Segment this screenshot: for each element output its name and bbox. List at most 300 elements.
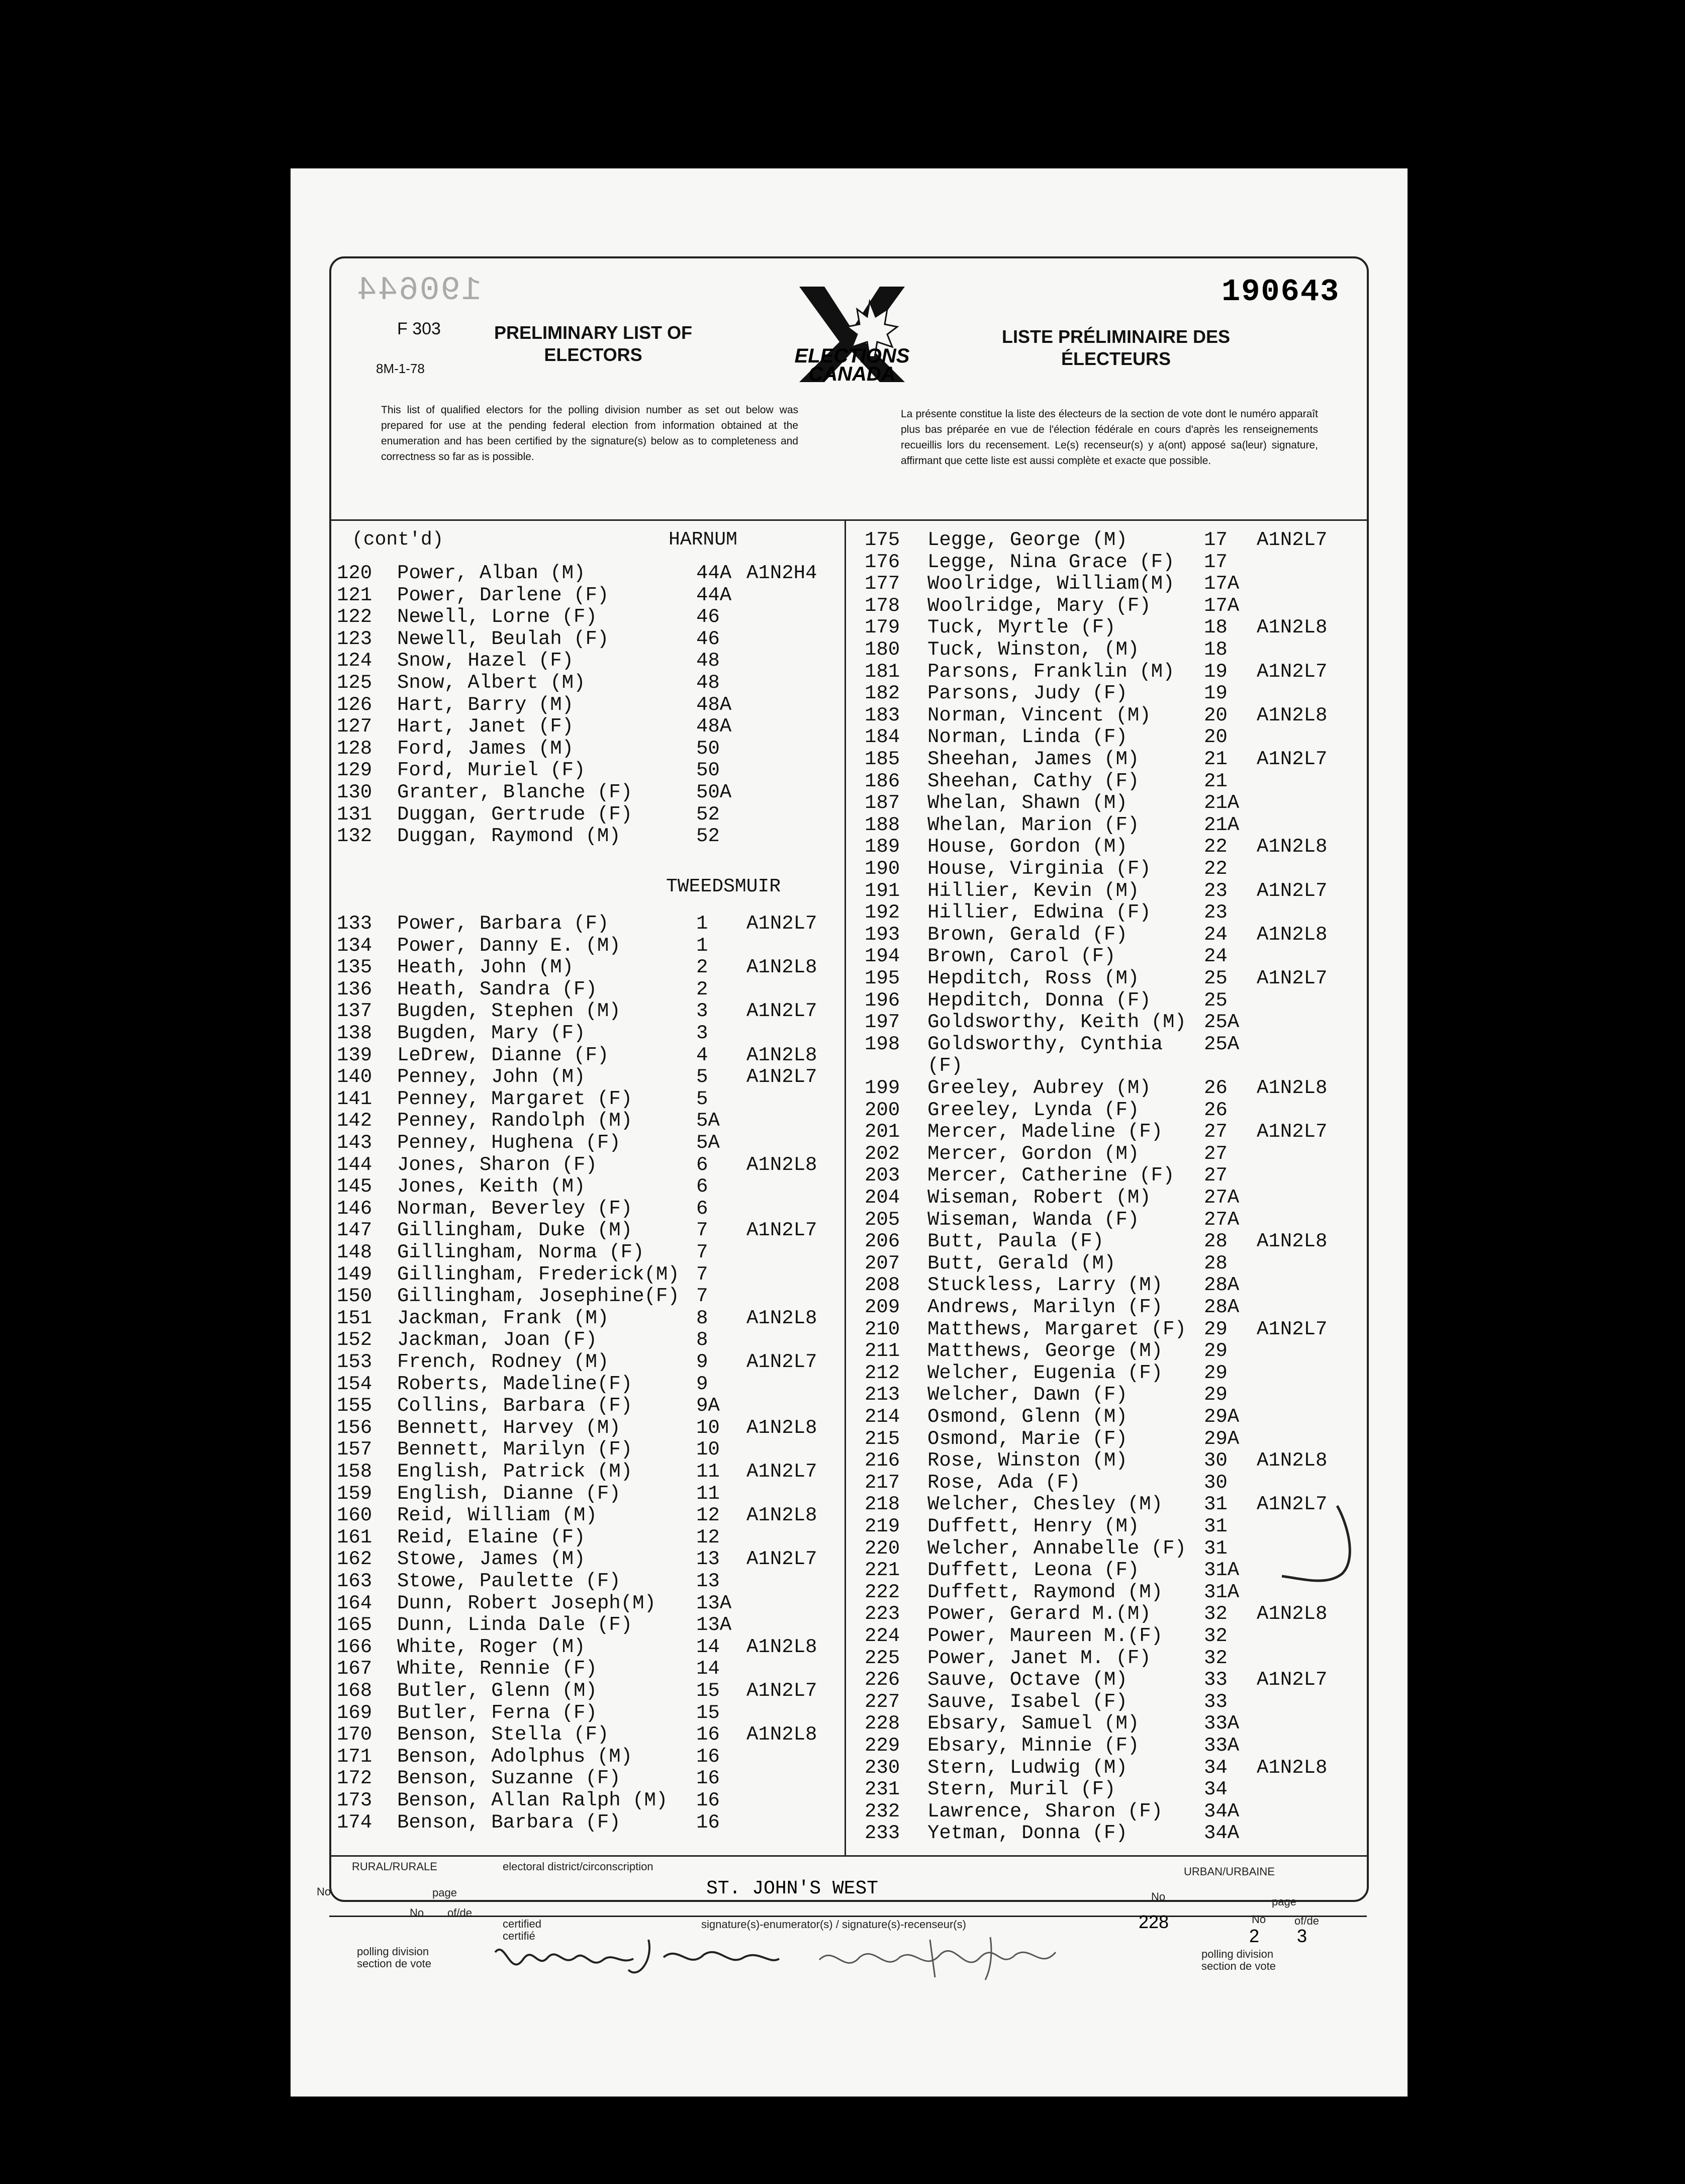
elector-number: 184	[865, 726, 900, 749]
elector-name: Whelan, Marion (F)	[927, 813, 1140, 836]
elector-postal-code: A1N2L8	[1257, 1230, 1328, 1253]
elector-postal-code: A1N2L7	[1257, 1493, 1328, 1516]
elector-name: Parsons, Franklin (M)	[927, 660, 1175, 683]
elector-number: 216	[865, 1449, 900, 1472]
elector-address: 31	[1204, 1515, 1228, 1537]
elector-number: 210	[865, 1318, 900, 1340]
elector-name: Butler, Ferna (F)	[397, 1701, 597, 1724]
elector-address: 17	[1204, 551, 1228, 573]
elector-name: Whelan, Shawn (M)	[927, 792, 1128, 814]
elector-address: 21A	[1204, 813, 1240, 836]
elector-name: Hepditch, Ross (M)	[927, 967, 1140, 989]
elector-name: Bugden, Stephen (M)	[397, 1000, 621, 1023]
elector-address: 11	[696, 1482, 720, 1505]
elector-number: 126	[337, 693, 372, 716]
elector-address: 30	[1204, 1449, 1228, 1472]
elector-number: 225	[865, 1647, 900, 1669]
elector-address: 2	[696, 978, 708, 1000]
elector-address: 18	[1204, 616, 1228, 639]
elector-address: 15	[696, 1680, 720, 1702]
rural-page-label: page	[432, 1886, 457, 1899]
elector-name: Norman, Vincent (M)	[927, 704, 1151, 726]
signature-label: signature(s)-enumerator(s) / signature(s)-recenseur(s)	[701, 1918, 966, 1931]
elector-name: Hart, Barry (M)	[397, 693, 574, 716]
elector-number: 183	[865, 704, 900, 726]
elector-postal-code: A1N2L8	[746, 956, 817, 979]
elector-name: Stern, Ludwig (M)	[927, 1756, 1128, 1779]
elector-name: House, Gordon (M)	[927, 836, 1128, 858]
elector-name: Jones, Keith (M)	[397, 1175, 586, 1198]
elector-postal-code: A1N2L7	[1257, 1669, 1328, 1691]
elector-name: Snow, Albert (M)	[397, 672, 586, 694]
elector-name: LeDrew, Dianne (F)	[397, 1044, 609, 1066]
elector-name: Goldsworthy, Cynthia	[927, 1033, 1163, 1055]
elector-address: 10	[696, 1416, 720, 1439]
elector-name: Goldsworthy, Keith (M)	[927, 1011, 1186, 1034]
elector-address: 5	[696, 1066, 708, 1088]
elector-address: 29	[1204, 1340, 1228, 1362]
elector-address: 31A	[1204, 1581, 1240, 1603]
elector-number: 161	[337, 1526, 372, 1549]
elector-postal-code: A1N2L8	[1257, 1603, 1328, 1625]
elector-name: Jackman, Frank (M)	[397, 1307, 609, 1329]
elector-number: 187	[865, 792, 900, 814]
elector-postal-code: A1N2L8	[1257, 1756, 1328, 1779]
elector-number: 133	[337, 913, 372, 935]
elector-name: Wiseman, Wanda (F)	[927, 1208, 1140, 1231]
elector-name: Hillier, Kevin (M)	[927, 879, 1140, 902]
elector-number: 145	[337, 1175, 372, 1198]
elector-name: Power, Barbara (F)	[397, 913, 609, 935]
elector-address: 5A	[696, 1110, 720, 1132]
elector-name: Welcher, Dawn (F)	[927, 1384, 1128, 1406]
elector-name: Reid, William (M)	[397, 1504, 597, 1527]
title-french-line-2: ÉLECTEURS	[1061, 348, 1171, 369]
elector-name: Matthews, Margaret (F)	[927, 1318, 1186, 1340]
intro-french: La présente constitue la liste des électeurs de la section de vote dont le numéro apparaît plus bas préparée en vue de l'élection fédérale en cours d'après les renseignements recueillis lors du recensement. Le(s) recenseur(s) y a(ont) apposé sa(leur) signature, affirmant que cette liste est aussi complète et exacte que possible.	[901, 408, 1318, 467]
elector-address: 33A	[1204, 1735, 1240, 1757]
elector-name: House, Virginia (F)	[927, 858, 1151, 880]
elector-number: 208	[865, 1274, 900, 1297]
elector-postal-code: A1N2L7	[1257, 529, 1328, 551]
street-name-tweedsmuir: TWEEDSMUIR	[666, 876, 781, 897]
district-label: electoral district/circonscription	[503, 1860, 653, 1873]
elector-address: 44A	[696, 562, 732, 584]
elector-name: Parsons, Judy (F)	[927, 682, 1128, 705]
elector-number: 156	[337, 1416, 372, 1439]
elector-number: 157	[337, 1438, 372, 1461]
elector-number: 129	[337, 759, 372, 782]
elector-number: 221	[865, 1559, 900, 1582]
elector-address: 8	[696, 1307, 708, 1329]
elector-address: 9A	[696, 1395, 720, 1417]
elector-number: 167	[337, 1658, 372, 1680]
elector-number: 121	[337, 584, 372, 606]
elector-address: 29	[1204, 1361, 1228, 1384]
elector-postal-code: A1N2L8	[746, 1723, 817, 1746]
elector-number: 186	[865, 770, 900, 792]
elector-address: 29	[1204, 1318, 1228, 1340]
urban-of-label: of/de	[1294, 1915, 1319, 1927]
elector-address: 24	[1204, 945, 1228, 968]
form-code: F 303	[397, 319, 441, 338]
elector-postal-code: A1N2L8	[1257, 1449, 1328, 1472]
elector-number: 137	[337, 1000, 372, 1023]
elector-address: 34A	[1204, 1800, 1240, 1823]
elector-number: 190	[865, 858, 900, 880]
elector-number: 127	[337, 715, 372, 738]
elector-address: 48	[696, 650, 720, 672]
elector-address: 29	[1204, 1384, 1228, 1406]
elector-name: Osmond, Glenn (M)	[927, 1406, 1128, 1428]
elector-name: Stuckless, Larry (M)	[927, 1274, 1163, 1297]
elector-postal-code: A1N2L8	[1257, 704, 1328, 726]
elector-number: 151	[337, 1307, 372, 1329]
elector-address: 3	[696, 1000, 708, 1023]
elector-number: 149	[337, 1263, 372, 1286]
elector-number: 148	[337, 1241, 372, 1263]
elector-name: Brown, Carol (F)	[927, 945, 1116, 968]
elector-address: 25A	[1204, 1033, 1240, 1055]
elector-address: 48A	[696, 715, 732, 738]
elector-address: 23	[1204, 879, 1228, 902]
elector-postal-code: A1N2L8	[746, 1416, 817, 1439]
elector-number: 162	[337, 1548, 372, 1571]
elector-name: Gillingham, Frederick(M)	[397, 1263, 680, 1286]
logo-wordmark	[784, 347, 920, 383]
elector-address: 19	[1204, 660, 1228, 683]
elector-number: 154	[337, 1373, 372, 1395]
elector-number: 217	[865, 1471, 900, 1494]
elector-number: 203	[865, 1164, 900, 1187]
elector-address: 13	[696, 1548, 720, 1571]
rural-label: RURAL/RURALE	[352, 1860, 437, 1873]
elector-name: Ebsary, Minnie (F)	[927, 1735, 1140, 1757]
elector-address: 6	[696, 1153, 708, 1176]
elector-address: 25	[1204, 967, 1228, 989]
title-english	[483, 322, 704, 366]
elector-address: 34	[1204, 1756, 1228, 1779]
elector-address: 5	[696, 1087, 708, 1110]
elector-name: Butt, Paula (F)	[927, 1230, 1104, 1253]
elector-postal-code: A1N2L7	[746, 1000, 817, 1023]
urban-label: URBAN/URBAINE	[1184, 1865, 1275, 1878]
elector-postal-code: A1N2L8	[1257, 1077, 1328, 1099]
elector-number: 185	[865, 748, 900, 770]
elector-name: Welcher, Chesley (M)	[927, 1493, 1163, 1516]
elector-address: 21	[1204, 748, 1228, 770]
elector-address: 7	[696, 1263, 708, 1286]
form-date: 8M-1-78	[376, 361, 425, 376]
document-sheet-corner	[1367, 176, 1402, 277]
elector-name: Butt, Gerald (M)	[927, 1252, 1116, 1275]
elector-address: 28A	[1204, 1296, 1240, 1318]
elector-name: Benson, Adolphus (M)	[397, 1745, 633, 1768]
elector-postal-code: A1N2L8	[746, 1504, 817, 1527]
elector-address: 5A	[696, 1132, 720, 1154]
elector-name: Power, Maureen M.(F)	[927, 1625, 1163, 1647]
elector-postal-code: A1N2L8	[746, 1635, 817, 1658]
elector-address: 24	[1204, 923, 1228, 946]
elector-postal-code: A1N2L7	[1257, 748, 1328, 770]
elector-address: 17	[1204, 529, 1228, 551]
title-english-line-1: PRELIMINARY LIST OF	[494, 322, 692, 343]
elector-address: 27	[1204, 1142, 1228, 1165]
elector-name: Mercer, Catherine (F)	[927, 1164, 1175, 1187]
elector-number: 202	[865, 1142, 900, 1165]
elector-number: 198	[865, 1033, 900, 1055]
elector-number: 176	[865, 551, 900, 573]
elector-postal-code: A1N2L7	[1257, 1121, 1328, 1143]
elector-address: 28A	[1204, 1274, 1240, 1297]
electoral-district-value: ST. JOHN'S WEST	[706, 1878, 879, 1899]
elector-number: 172	[337, 1767, 372, 1790]
elector-name: Duffett, Raymond (M)	[927, 1581, 1163, 1603]
elector-number: 124	[337, 650, 372, 672]
elector-name: Bennett, Marilyn (F)	[397, 1438, 633, 1461]
elector-address: 16	[696, 1789, 720, 1811]
elector-number: 212	[865, 1361, 900, 1384]
elector-address: 31	[1204, 1537, 1228, 1560]
elector-address: 20	[1204, 726, 1228, 749]
elector-name: Ebsary, Samuel (M)	[927, 1712, 1140, 1735]
elector-number: 201	[865, 1121, 900, 1143]
elector-name: Roberts, Madeline(F)	[397, 1373, 633, 1395]
elector-postal-code: A1N2L7	[746, 1219, 817, 1242]
elector-number: 179	[865, 616, 900, 639]
elector-name: Welcher, Annabelle (F)	[927, 1537, 1186, 1560]
elector-name: Butler, Glenn (M)	[397, 1680, 597, 1702]
elector-postal-code: A1N2L8	[746, 1153, 817, 1176]
elector-name: Heath, Sandra (F)	[397, 978, 597, 1000]
elector-number: 142	[337, 1110, 372, 1132]
elector-number: 175	[865, 529, 900, 551]
elector-number: 195	[865, 967, 900, 989]
elector-number: 138	[337, 1022, 372, 1044]
elector-number: 146	[337, 1197, 372, 1220]
elector-address: 10	[696, 1438, 720, 1461]
title-english-line-2: ELECTORS	[544, 344, 642, 365]
elector-name: Tuck, Myrtle (F)	[927, 616, 1116, 639]
elector-number: 139	[337, 1044, 372, 1066]
elector-address: 28	[1204, 1252, 1228, 1275]
elector-address: 19	[1204, 682, 1228, 705]
elector-number: 141	[337, 1087, 372, 1110]
elector-number: 222	[865, 1581, 900, 1603]
elector-name: English, Patrick (M)	[397, 1461, 633, 1483]
elector-name: Jackman, Joan (F)	[397, 1329, 597, 1351]
elector-address: 26	[1204, 1077, 1228, 1099]
elector-number: 123	[337, 627, 372, 650]
elector-number: 224	[865, 1625, 900, 1647]
elector-number: 204	[865, 1187, 900, 1209]
elector-number: 128	[337, 737, 372, 760]
elector-address: 32	[1204, 1647, 1228, 1669]
elector-name: Benson, Suzanne (F)	[397, 1767, 621, 1790]
elector-name: (F)	[927, 1055, 963, 1077]
polling-division-label-left: polling division section de vote	[357, 1945, 431, 1970]
elector-number: 173	[337, 1789, 372, 1811]
elector-number: 130	[337, 781, 372, 803]
elector-name: Rose, Ada (F)	[927, 1471, 1081, 1494]
ghost-serial-number: 190644	[356, 271, 482, 309]
elector-address: 46	[696, 606, 720, 628]
elector-number: 166	[337, 1635, 372, 1658]
elector-name: Penney, Randolph (M)	[397, 1110, 633, 1132]
elector-postal-code: A1N2L7	[746, 1548, 817, 1571]
elector-name: Ford, Muriel (F)	[397, 759, 586, 782]
elector-name: Wiseman, Robert (M)	[927, 1187, 1151, 1209]
elector-address: 46	[696, 627, 720, 650]
elector-number: 135	[337, 956, 372, 979]
elector-name: Greeley, Aubrey (M)	[927, 1077, 1151, 1099]
elector-name: Penney, John (M)	[397, 1066, 586, 1088]
elector-address: 23	[1204, 901, 1228, 924]
elector-address: 3	[696, 1022, 708, 1044]
elector-name: Bugden, Mary (F)	[397, 1022, 586, 1044]
elector-number: 189	[865, 836, 900, 858]
elector-name: Gillingham, Duke (M)	[397, 1219, 633, 1242]
elector-address: 7	[696, 1219, 708, 1242]
elector-postal-code: A1N2L8	[1257, 923, 1328, 946]
elector-name: Benson, Allan Ralph (M)	[397, 1789, 668, 1811]
elector-address: 48	[696, 672, 720, 694]
elector-name: Norman, Beverley (F)	[397, 1197, 633, 1220]
elector-name: Mercer, Madeline (F)	[927, 1121, 1163, 1143]
elector-address: 13A	[696, 1592, 732, 1614]
elector-address: 20	[1204, 704, 1228, 726]
elector-address: 32	[1204, 1603, 1228, 1625]
elector-address: 12	[696, 1526, 720, 1549]
elector-name: Norman, Linda (F)	[927, 726, 1128, 749]
elector-address: 1	[696, 913, 708, 935]
elector-number: 152	[337, 1329, 372, 1351]
elector-number: 174	[337, 1811, 372, 1834]
elector-postal-code: A1N2L7	[1257, 967, 1328, 989]
urban-no-label: No	[1151, 1890, 1166, 1903]
elector-address: 31	[1204, 1493, 1228, 1516]
elector-number: 215	[865, 1427, 900, 1450]
elector-address: 50	[696, 759, 720, 782]
elector-address: 8	[696, 1329, 708, 1351]
elector-name: Andrews, Marilyn (F)	[927, 1296, 1163, 1318]
page-total: 3	[1297, 1926, 1307, 1946]
elector-address: 15	[696, 1701, 720, 1724]
elector-number: 180	[865, 639, 900, 661]
elector-name: Brown, Gerald (F)	[927, 923, 1128, 946]
elector-number: 120	[337, 562, 372, 584]
elector-name: Dunn, Robert Joseph(M)	[397, 1592, 656, 1614]
elector-name: Reid, Elaine (F)	[397, 1526, 586, 1549]
elector-number: 182	[865, 682, 900, 705]
elector-postal-code: A1N2L7	[746, 1680, 817, 1702]
elector-number: 193	[865, 923, 900, 946]
elector-number: 188	[865, 813, 900, 836]
elector-address: 29A	[1204, 1406, 1240, 1428]
elector-address: 33	[1204, 1669, 1228, 1691]
elector-address: 16	[696, 1723, 720, 1746]
elector-number: 140	[337, 1066, 372, 1088]
elector-address: 22	[1204, 836, 1228, 858]
elector-name: Heath, John (M)	[397, 956, 574, 979]
elector-postal-code: A1N2L8	[1257, 616, 1328, 639]
title-french-line-1: LISTE PRÉLIMINAIRE DES	[1001, 326, 1231, 347]
elector-number: 163	[337, 1570, 372, 1592]
elector-name: Sheehan, James (M)	[927, 748, 1140, 770]
elector-name: Matthews, George (M)	[927, 1340, 1163, 1362]
elector-name: Woolridge, Mary (F)	[927, 594, 1151, 617]
elector-address: 52	[696, 825, 720, 848]
elector-address: 13	[696, 1570, 720, 1592]
elector-postal-code: A1N2L8	[746, 1307, 817, 1329]
elector-name: Snow, Hazel (F)	[397, 650, 574, 672]
elector-address: 16	[696, 1767, 720, 1790]
elector-number: 233	[865, 1822, 900, 1845]
elector-number: 134	[337, 934, 372, 957]
elector-number: 211	[865, 1340, 900, 1362]
polling-division-number: 228	[1139, 1912, 1169, 1932]
elector-number: 218	[865, 1493, 900, 1516]
elector-number: 200	[865, 1099, 900, 1121]
elector-name: Hart, Janet (F)	[397, 715, 574, 738]
elector-address: 21	[1204, 770, 1228, 792]
column-divider	[845, 519, 846, 1855]
elector-name: Ford, James (M)	[397, 737, 574, 760]
elector-number: 177	[865, 573, 900, 595]
elector-name: Duggan, Gertrude (F)	[397, 803, 633, 826]
elector-address: 32	[1204, 1625, 1228, 1647]
elector-number: 199	[865, 1077, 900, 1099]
elector-name: Bennett, Harvey (M)	[397, 1416, 621, 1439]
elector-postal-code: A1N2H4	[746, 562, 817, 584]
serial-number: 190643	[1222, 274, 1340, 310]
polling-division-label-right: polling division section de vote	[1201, 1948, 1276, 1972]
footer-rule	[329, 1855, 1367, 1857]
elector-number: 153	[337, 1351, 372, 1373]
elector-name: Power, Alban (M)	[397, 562, 586, 584]
elector-number: 219	[865, 1515, 900, 1537]
elector-number: 197	[865, 1011, 900, 1034]
elector-number: 131	[337, 803, 372, 826]
elector-number: 171	[337, 1745, 372, 1768]
elector-name: Duggan, Raymond (M)	[397, 825, 621, 848]
elector-address: 50A	[696, 781, 732, 803]
logo-wordmark-line-2: CANADA	[808, 363, 896, 385]
elector-address: 27	[1204, 1121, 1228, 1143]
intro-english: This list of qualified electors for the polling division number as set out below was prepared for use at the pending federal election from information obtained at the enumeration and has been certified by the signature(s) below as to completeness and correctness so far as is possible.	[381, 404, 798, 463]
urban-no-label-2: No	[1252, 1913, 1266, 1926]
elector-address: 9	[696, 1373, 708, 1395]
elector-number: 155	[337, 1395, 372, 1417]
elector-address: 17A	[1204, 594, 1240, 617]
elector-address: 44A	[696, 584, 732, 606]
elector-number: 220	[865, 1537, 900, 1560]
elector-address: 16	[696, 1745, 720, 1768]
elector-address: 1	[696, 934, 708, 957]
elector-address: 17A	[1204, 573, 1240, 595]
elector-name: Stowe, James (M)	[397, 1548, 586, 1571]
elector-address: 2	[696, 956, 708, 979]
elector-postal-code: A1N2L7	[746, 913, 817, 935]
elector-number: 227	[865, 1690, 900, 1713]
elector-name: Power, Danny E. (M)	[397, 934, 621, 957]
elector-address: 9	[696, 1351, 708, 1373]
elector-address: 31A	[1204, 1559, 1240, 1582]
elector-address: 28	[1204, 1230, 1228, 1253]
elector-number: 223	[865, 1603, 900, 1625]
elector-name: Yetman, Donna (F)	[927, 1822, 1128, 1845]
elector-address: 48A	[696, 693, 732, 716]
